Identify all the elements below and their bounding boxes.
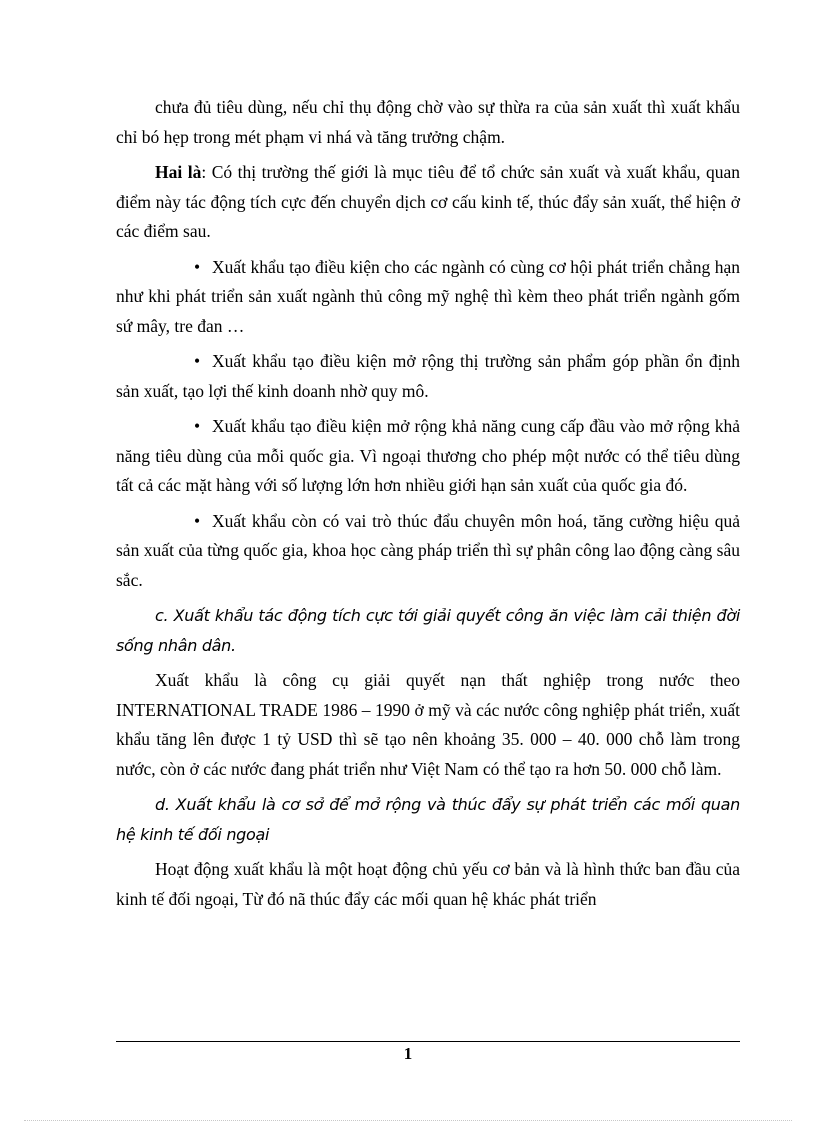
bullet-item — [116, 507, 740, 596]
bullet-icon: • — [194, 351, 201, 371]
bullet-item — [116, 253, 740, 342]
bullet-text: Xuất khẩu tạo điều kiện mở rộng khả năng cung cấp đầu vào mở rộng khả năng tiêu dùng của mỗi quốc gia. Vì ngoại thương cho phép một nước có thể tiêu dùng tất cả các mặt hàng với số lượng lớn hơn nhiều giới hạn sản xuất của quốc gia đó. — [116, 416, 740, 495]
paragraph-employment: Xuất khẩu là công cụ giải quyết nạn thất nghiệp trong nước theo INTERNATIONAL TRADE 1986 – 1990 ở mỹ và các nước công nghiệp phát triển, xuất khẩu tăng lên được 1 tỷ USD thì sẽ tạo nên khoảng 35. 000 – 40. 000 chỗ làm trong nước, còn ở các nước đang phát triển như Việt Nam có thể tạo ra hơn 50. 000 chỗ làm. — [116, 670, 740, 779]
bullet-item — [116, 412, 740, 501]
bullet-icon: • — [194, 416, 201, 436]
bullet-text: Xuất khẩu tạo điều kiện mở rộng thị trường sản phẩm góp phần ổn định sản xuất, tạo lợi thế kinh doanh nhờ quy mô. — [116, 351, 740, 401]
paragraph-text: : Có thị trường thế giới là mục tiêu để tổ chức sản xuất và xuất khẩu, quan điểm này tác động tích cực đến chuyển dịch cơ cấu kinh tế, thúc đẩy sản xuất, thể hiện ở các điểm sau. — [116, 162, 740, 241]
page-body — [116, 93, 740, 920]
section-heading-d: d. Xuất khẩu là cơ sở để mở rộng và thúc đẩy sự phát triển các mối quan hệ kinh tế đối ngoại — [116, 795, 740, 844]
paragraph-lead: Hai là — [155, 162, 202, 182]
footer-divider — [116, 1041, 740, 1042]
paragraph-hai-la — [116, 158, 740, 247]
bullet-item — [116, 347, 740, 406]
paragraph-foreign-relations: Hoạt động xuất khẩu là một hoạt động chủ yếu cơ bản và là hình thức ban đầu của kinh tế đối ngoại, Từ đó nã thúc đẩy các mối quan hệ khác phát triển — [116, 859, 740, 909]
page-number: 1 — [403, 1044, 413, 1063]
bullet-text: Xuất khẩu còn có vai trò thúc đẩu chuyên môn hoá, tăng cường hiệu quả sản xuất của từng quốc gia, khoa học càng pháp triển thì sự phân công lao động càng sâu sắc. — [116, 510, 740, 590]
bullet-text: Xuất khẩu tạo điều kiện cho các ngành có cùng cơ hội phát triển chẳng hạn như khi phát triển sản xuất ngành thủ công mỹ nghệ thì kèm theo phát triển ngành gốm sứ mây, tre đan … — [116, 256, 740, 336]
page-edge-divider — [24, 1120, 792, 1121]
section-heading-c: c. Xuất khẩu tác động tích cực tới giải quyết công ăn việc làm cải thiện đời sống nhân dân. — [116, 606, 740, 655]
bullet-icon: • — [194, 256, 201, 277]
paragraph-continuation: chưa đủ tiêu dùng, nếu chỉ thụ động chờ vào sự thừa ra của sản xuất thì xuất khẩu chỉ bó hẹp trong mét phạm vi nhá và tăng trưởng chậm. — [116, 97, 740, 147]
bullet-icon: • — [194, 510, 201, 531]
